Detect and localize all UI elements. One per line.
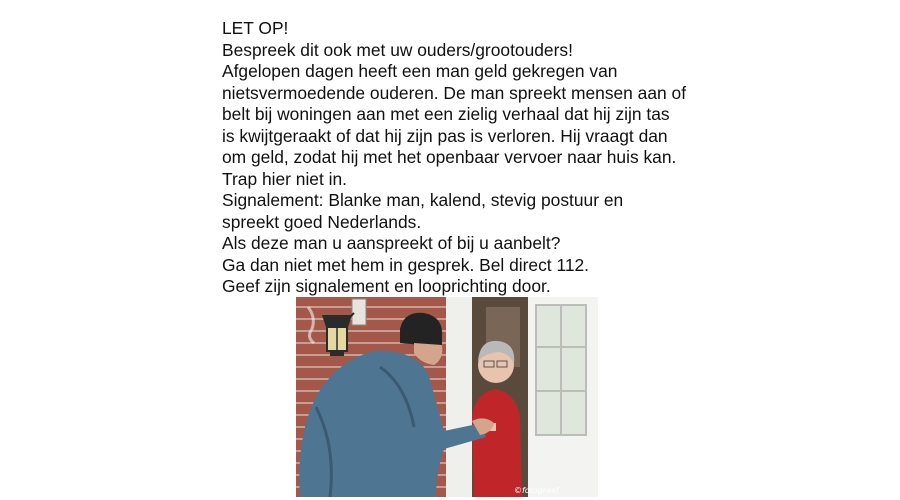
notice-line: Ga dan niet met hem in gesprek. Bel direct 112. — [222, 254, 590, 275]
notice-line: is kwijtgeraakt of dat hij zijn pas is verloren. Hij vraagt dan — [222, 125, 668, 146]
notice-line: om geld, zodat hij met het openbaar vervoer naar huis kan. — [222, 147, 677, 167]
notice-line: spreekt goed Nederlands. — [222, 211, 422, 232]
notice-line: nietsvermoedende ouderen. De man spreekt mensen aan of — [222, 82, 687, 103]
notice-heading: LET OP! — [222, 18, 289, 38]
notice-line: Signalement: Blanke man, kalend, stevig postuur en — [222, 190, 624, 210]
notice-line: Trap hier niet in. — [222, 168, 348, 189]
notice-line: Geef zijn signalement en looprichting door. — [222, 276, 551, 296]
photo-watermark: ©fotograaf — [514, 486, 559, 495]
notice-line: belt bij woningen aan met een zielig verhaal dat hij zijn tas — [222, 104, 670, 124]
doorstep-photo — [296, 297, 598, 497]
notice-line: Afgelopen dagen heeft een man geld gekregen van — [222, 61, 618, 81]
notice-line: Bespreek dit ook met uw ouders/grootouders! — [222, 39, 573, 60]
notice-line: Als deze man u aanspreekt of bij u aanbelt? — [222, 233, 561, 253]
warning-notice — [222, 18, 692, 298]
